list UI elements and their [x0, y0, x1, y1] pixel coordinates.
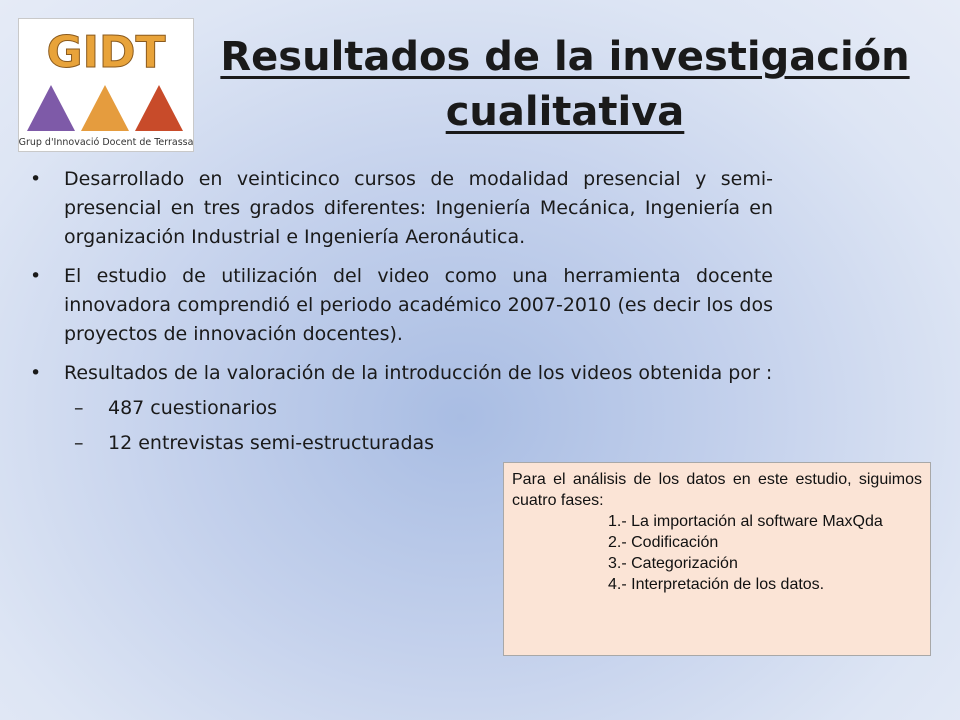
logo-letters: GIDT	[46, 27, 166, 78]
bullet-text: El estudio de utilización del video como una herramienta docente innovadora comprendió el periodo académico 2007-2010 (es decir los dos proyectos de innovación docentes).	[64, 265, 773, 345]
logo-subtitle: Grup d'Innovació Docent de Terrassa	[19, 137, 193, 148]
analysis-phases-box	[503, 462, 931, 656]
phase-item: 3.- Categorización	[608, 555, 738, 572]
phase-item: 1.- La importación al software MaxQda	[608, 513, 883, 530]
gidt-logo	[18, 18, 194, 152]
phase-item: 2.- Codificación	[608, 534, 719, 551]
logo-triangle-left	[27, 85, 75, 131]
sub-bullet-list	[64, 394, 773, 458]
logo-triangle-middle	[81, 85, 129, 131]
bullet-text: Resultados de la valoración de la introducción de los videos obtenida por :	[64, 362, 773, 384]
bullet-item	[28, 359, 773, 458]
phase-list	[512, 511, 922, 595]
logo-triangle-right	[135, 85, 183, 131]
slide-title: Resultados de la investigación cualitativa	[220, 34, 910, 135]
bullet-item	[28, 165, 773, 252]
analysis-intro: Para el análisis de los datos en este estudio, siguimos cuatro fases:	[512, 471, 922, 509]
bullet-text: Desarrollado en veinticinco cursos de modalidad presencial y semi-presencial en tres grados diferentes: Ingeniería Mecánica, Ingeniería en organización Industrial e Ingeniería Aeronáutica.	[64, 168, 773, 248]
gidt-logo-graphic	[19, 19, 193, 151]
sub-bullet-item: – 12 entrevistas semi-estructuradas	[64, 429, 773, 458]
bullet-item	[28, 262, 773, 349]
bullet-list	[28, 165, 773, 468]
phase-item: 4.- Interpretación de los datos.	[608, 576, 825, 593]
sub-bullet-item: – 487 cuestionarios	[64, 394, 773, 423]
